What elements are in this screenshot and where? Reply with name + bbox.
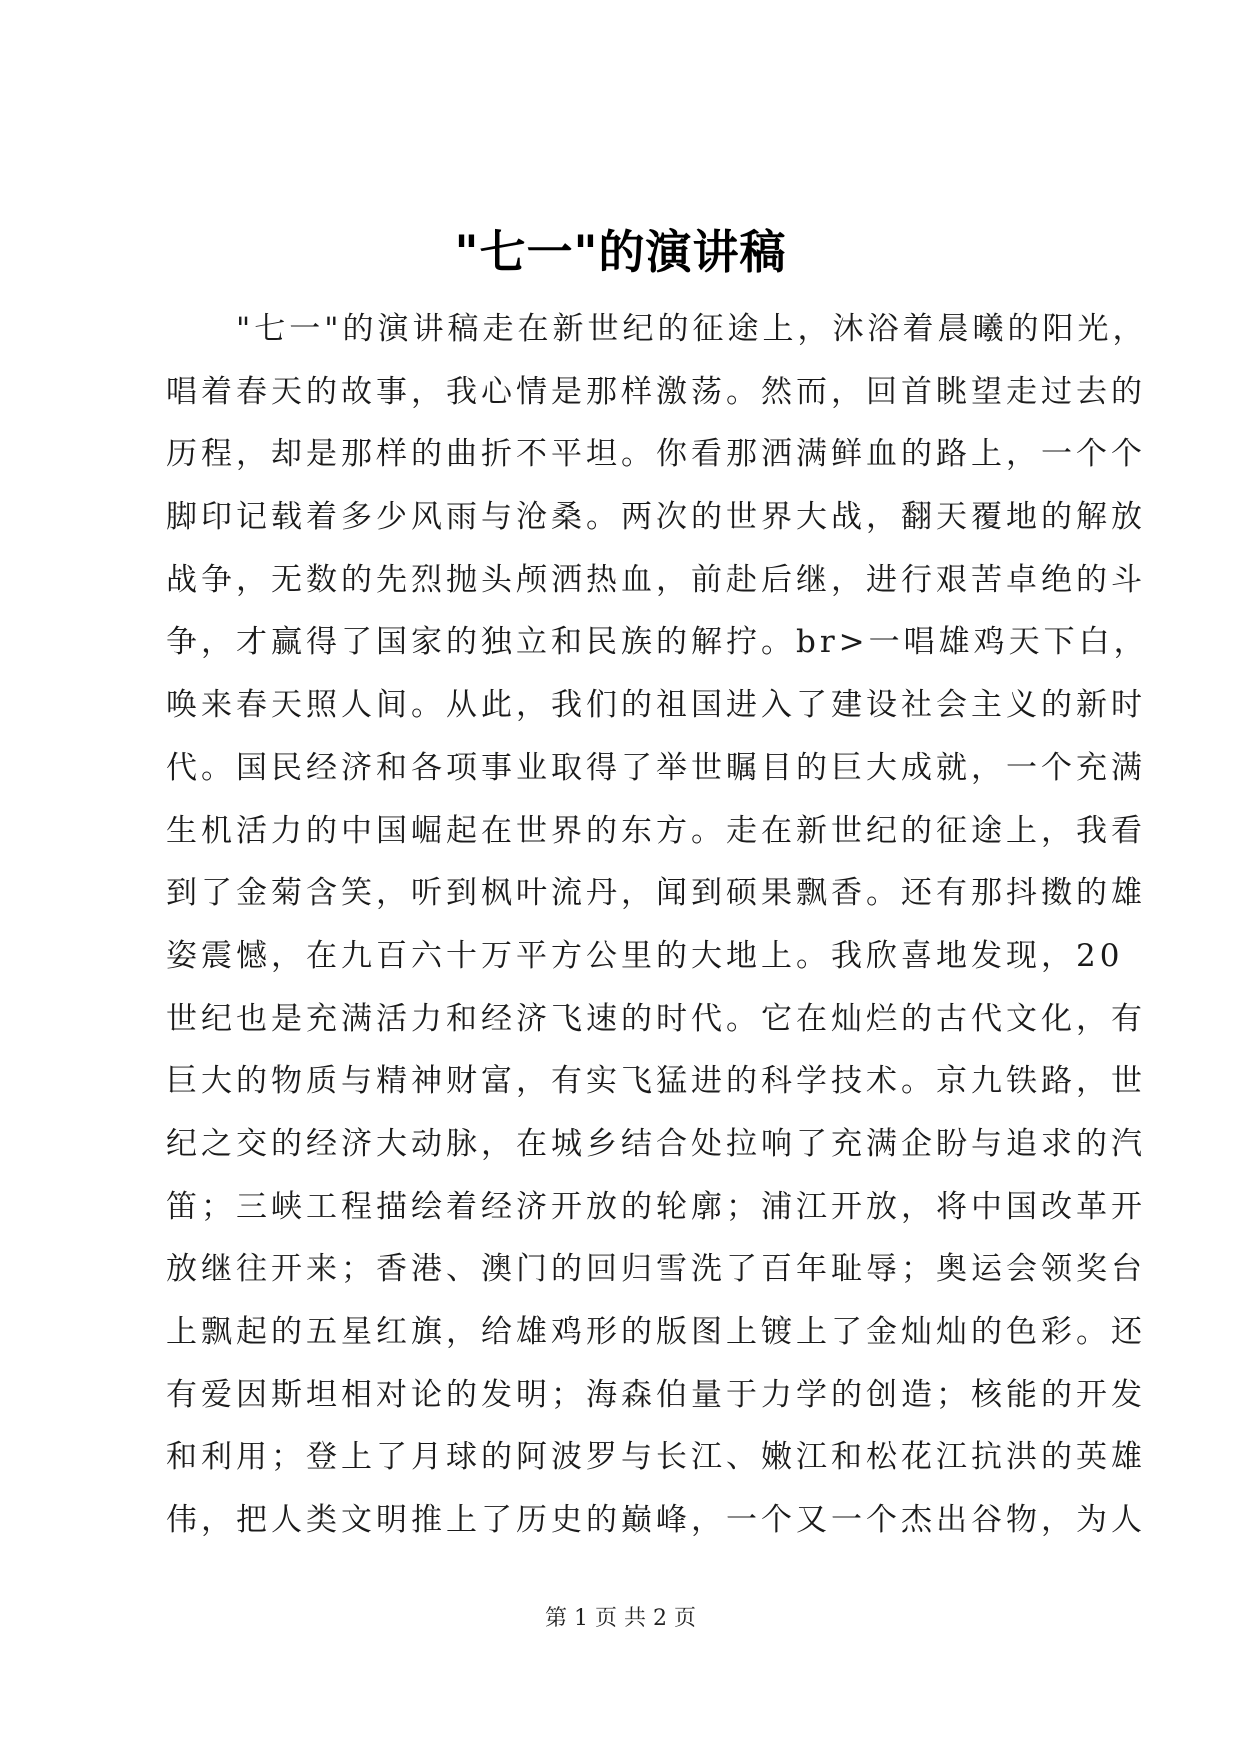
- body-line: 唱着春天的故事，我心情是那样激荡。然而，回首眺望走过去的: [166, 373, 1146, 410]
- body-line: "七一"的演讲稿走在新世纪的征途上，沐浴着晨曦的阳光，: [236, 311, 1148, 347]
- body-line: 到了金菊含笑，听到枫叶流丹，闻到硕果飘香。还有那抖擞的雄: [166, 875, 1146, 912]
- body-line: 生机活力的中国崛起在世界的东方。走在新世纪的征途上，我看: [166, 812, 1146, 849]
- body-line: 纪之交的经济大动脉，在城乡结合处拉响了充满企盼与追求的汽: [166, 1125, 1146, 1162]
- document-body: [166, 298, 1149, 1552]
- body-line: 历程，却是那样的曲折不平坦。你看那洒满鲜血的路上，一个个: [166, 436, 1146, 473]
- page-indicator: 第 1 页 共 2 页: [545, 1606, 696, 1631]
- body-line: 代。国民经济和各项事业取得了举世瞩目的巨大成就，一个充满: [166, 749, 1146, 786]
- body-line: 巨大的物质与精神财富，有实飞猛进的科学技术。京九铁路，世: [166, 1063, 1146, 1100]
- body-line: 笛；三峡工程描绘着经济开放的轮廓；浦江开放，将中国改革开: [166, 1188, 1146, 1225]
- body-line: 上飘起的五星红旗，给雄鸡形的版图上镀上了金灿灿的色彩。还: [166, 1314, 1146, 1350]
- body-line: 姿震憾，在九百六十万平方公里的大地上。我欣喜地发现，20: [166, 937, 1124, 974]
- body-line: 和利用；登上了月球的阿波罗与长江、嫩江和松花江抗洪的英雄: [166, 1439, 1146, 1476]
- document-title: "七一"的演讲稿: [454, 225, 787, 279]
- body-line: 世纪也是充满活力和经济飞速的时代。它在灿烂的古代文化，有: [166, 1000, 1146, 1037]
- body-line: 伟，把人类文明推上了历史的巅峰，一个又一个杰出谷物，为人: [166, 1502, 1146, 1539]
- body-line: 战争，无数的先烈抛头颅洒热血，前赴后继，进行艰苦卓绝的斗: [166, 561, 1146, 598]
- body-line: 放继往开来；香港、澳门的回归雪洗了百年耻辱；奥运会领奖台: [166, 1251, 1146, 1288]
- body-line: 有爱因斯坦相对论的发明；海森伯量于力学的创造；核能的开发: [166, 1376, 1146, 1413]
- body-line: 脚印记载着多少风雨与沧桑。两次的世界大战，翻天覆地的解放: [166, 499, 1146, 536]
- body-line: 唤来春天照人间。从此，我们的祖国进入了建设社会主义的新时: [166, 687, 1146, 724]
- body-line: 争，才赢得了国家的独立和民族的解拧。br>一唱雄鸡天下白，: [166, 624, 1149, 661]
